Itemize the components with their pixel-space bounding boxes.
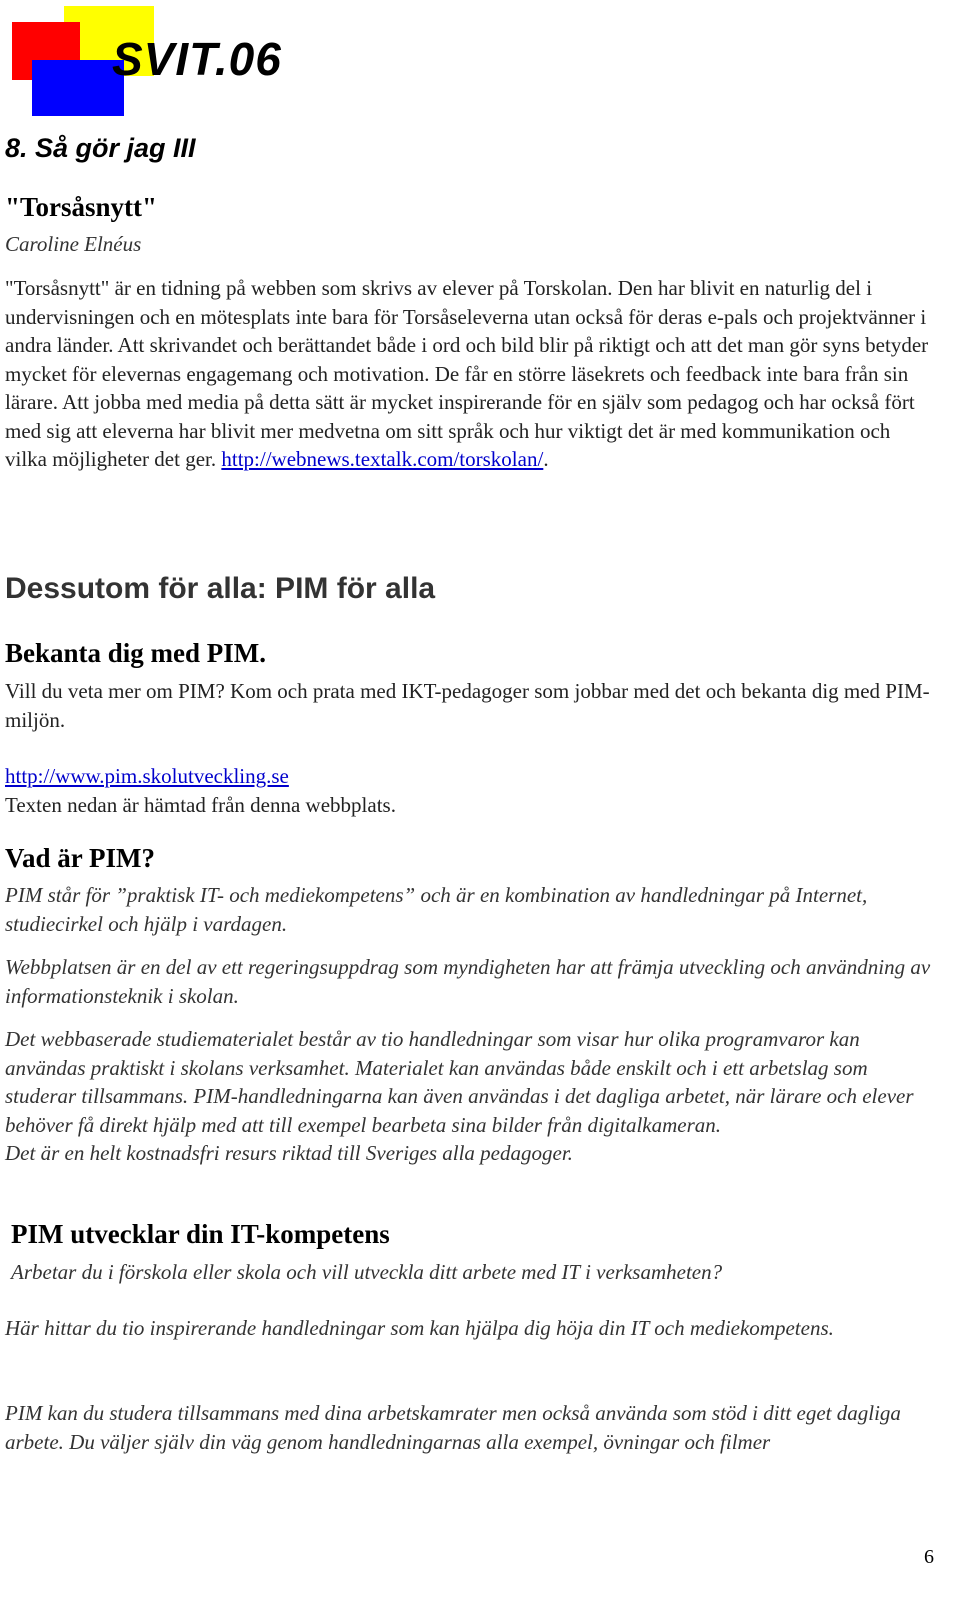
pim-website-link[interactable]: http://www.pim.skolutveckling.se (5, 764, 289, 788)
extra-heading: Dessutom för alla: PIM för alla (5, 572, 436, 605)
what-is-p1: PIM står för ”praktisk IT- och mediekompetens” och är en kombination av handledningar på Internet, studiecirkel och hjälp i vardagen. (5, 883, 868, 936)
page-number: 6 (924, 1546, 934, 1568)
what-is-p2: Webbplatsen är en del av ett regeringsuppdrag som myndigheten har att främja utveckling och användning av informationsteknik i skolan. (5, 955, 931, 1008)
develops-p1: Arbetar du i förskola eller skola och vill utveckla ditt arbete med IT i verksamheten? (11, 1260, 723, 1284)
pim-intro-text: Vill du veta mer om PIM? Kom och prata med IKT-pedagoger som jobbar med det och bekanta dig med PIM-miljön. (5, 679, 930, 732)
article-link-suffix: . (543, 447, 549, 471)
pim-link-block (5, 762, 936, 819)
pim-develops-heading: PIM utvecklar din IT-kompetens (11, 1219, 390, 1249)
article-title: "Torsåsnytt" (5, 192, 158, 222)
pim-link-note: Texten nedan är hämtad från denna webbplats. (5, 792, 396, 817)
section-heading: 8. Så gör jag III (5, 133, 196, 163)
logo-blue-square (32, 60, 124, 116)
article-body (5, 274, 936, 474)
torsasnytt-link[interactable]: http://webnews.textalk.com/torskolan/ (221, 447, 544, 471)
what-is-p3: Det webbaserade studiematerialet består av tio handledningar som visar hur olika programvaror kan användas praktiskt i skolans verksamhet. Materialet kan användas både enskilt och i ett arbetslag som studerar tillsammans. PIM-handledningarna kan även användas i det dagliga arbetet, när lärare och elever behöver få direkt hjälp med att till exempel bearbeta sina bilder från digitalkameran. (5, 1027, 914, 1137)
pim-intro-heading: Bekanta dig med PIM. (5, 638, 267, 668)
article-body-text: "Torsåsnytt" är en tidning på webben som skrivs av elever på Torskolan. Den har blivit en naturlig del i undervisningen och en mötesplats inte bara för Torsåseleverna utan också för deras e-pals och projektvänner i andra länder. Att skrivandet och berättandet både i ord och bild blir på riktigt och att det man gör syns betyder mycket för elevernas engagemang och motivation. De får en större läsekrets och feedback inte bara från sin lärare. Att jobba med media på detta sätt är mycket inspirerande för en själv som pedagog och har också fört med sig att eleverna har blivit mer medvetna om sitt språk och hur viktigt det är med kommunikation och vilka möjligheter det ger. (5, 276, 929, 471)
article-author: Caroline Elnéus (5, 232, 142, 256)
what-is-p4: Det är en helt kostnadsfri resurs riktad till Sveriges alla pedagoger. (5, 1141, 573, 1165)
what-is-pim-heading: Vad är PIM? (5, 843, 156, 873)
develops-p2: Här hittar du tio inspirerande handledningar som kan hjälpa dig höja din IT och mediekompetens. (5, 1316, 834, 1340)
svit-logo (8, 6, 308, 114)
logo-text: SVIT.06 (112, 33, 282, 85)
develops-p3: PIM kan du studera tillsammans med dina arbetskamrater men också använda som stöd i ditt eget dagliga arbete. Du väljer själv din väg genom handledningarnas alla exempel, övningar och filmer (5, 1401, 901, 1454)
what-is-p3-block (5, 1025, 936, 1168)
